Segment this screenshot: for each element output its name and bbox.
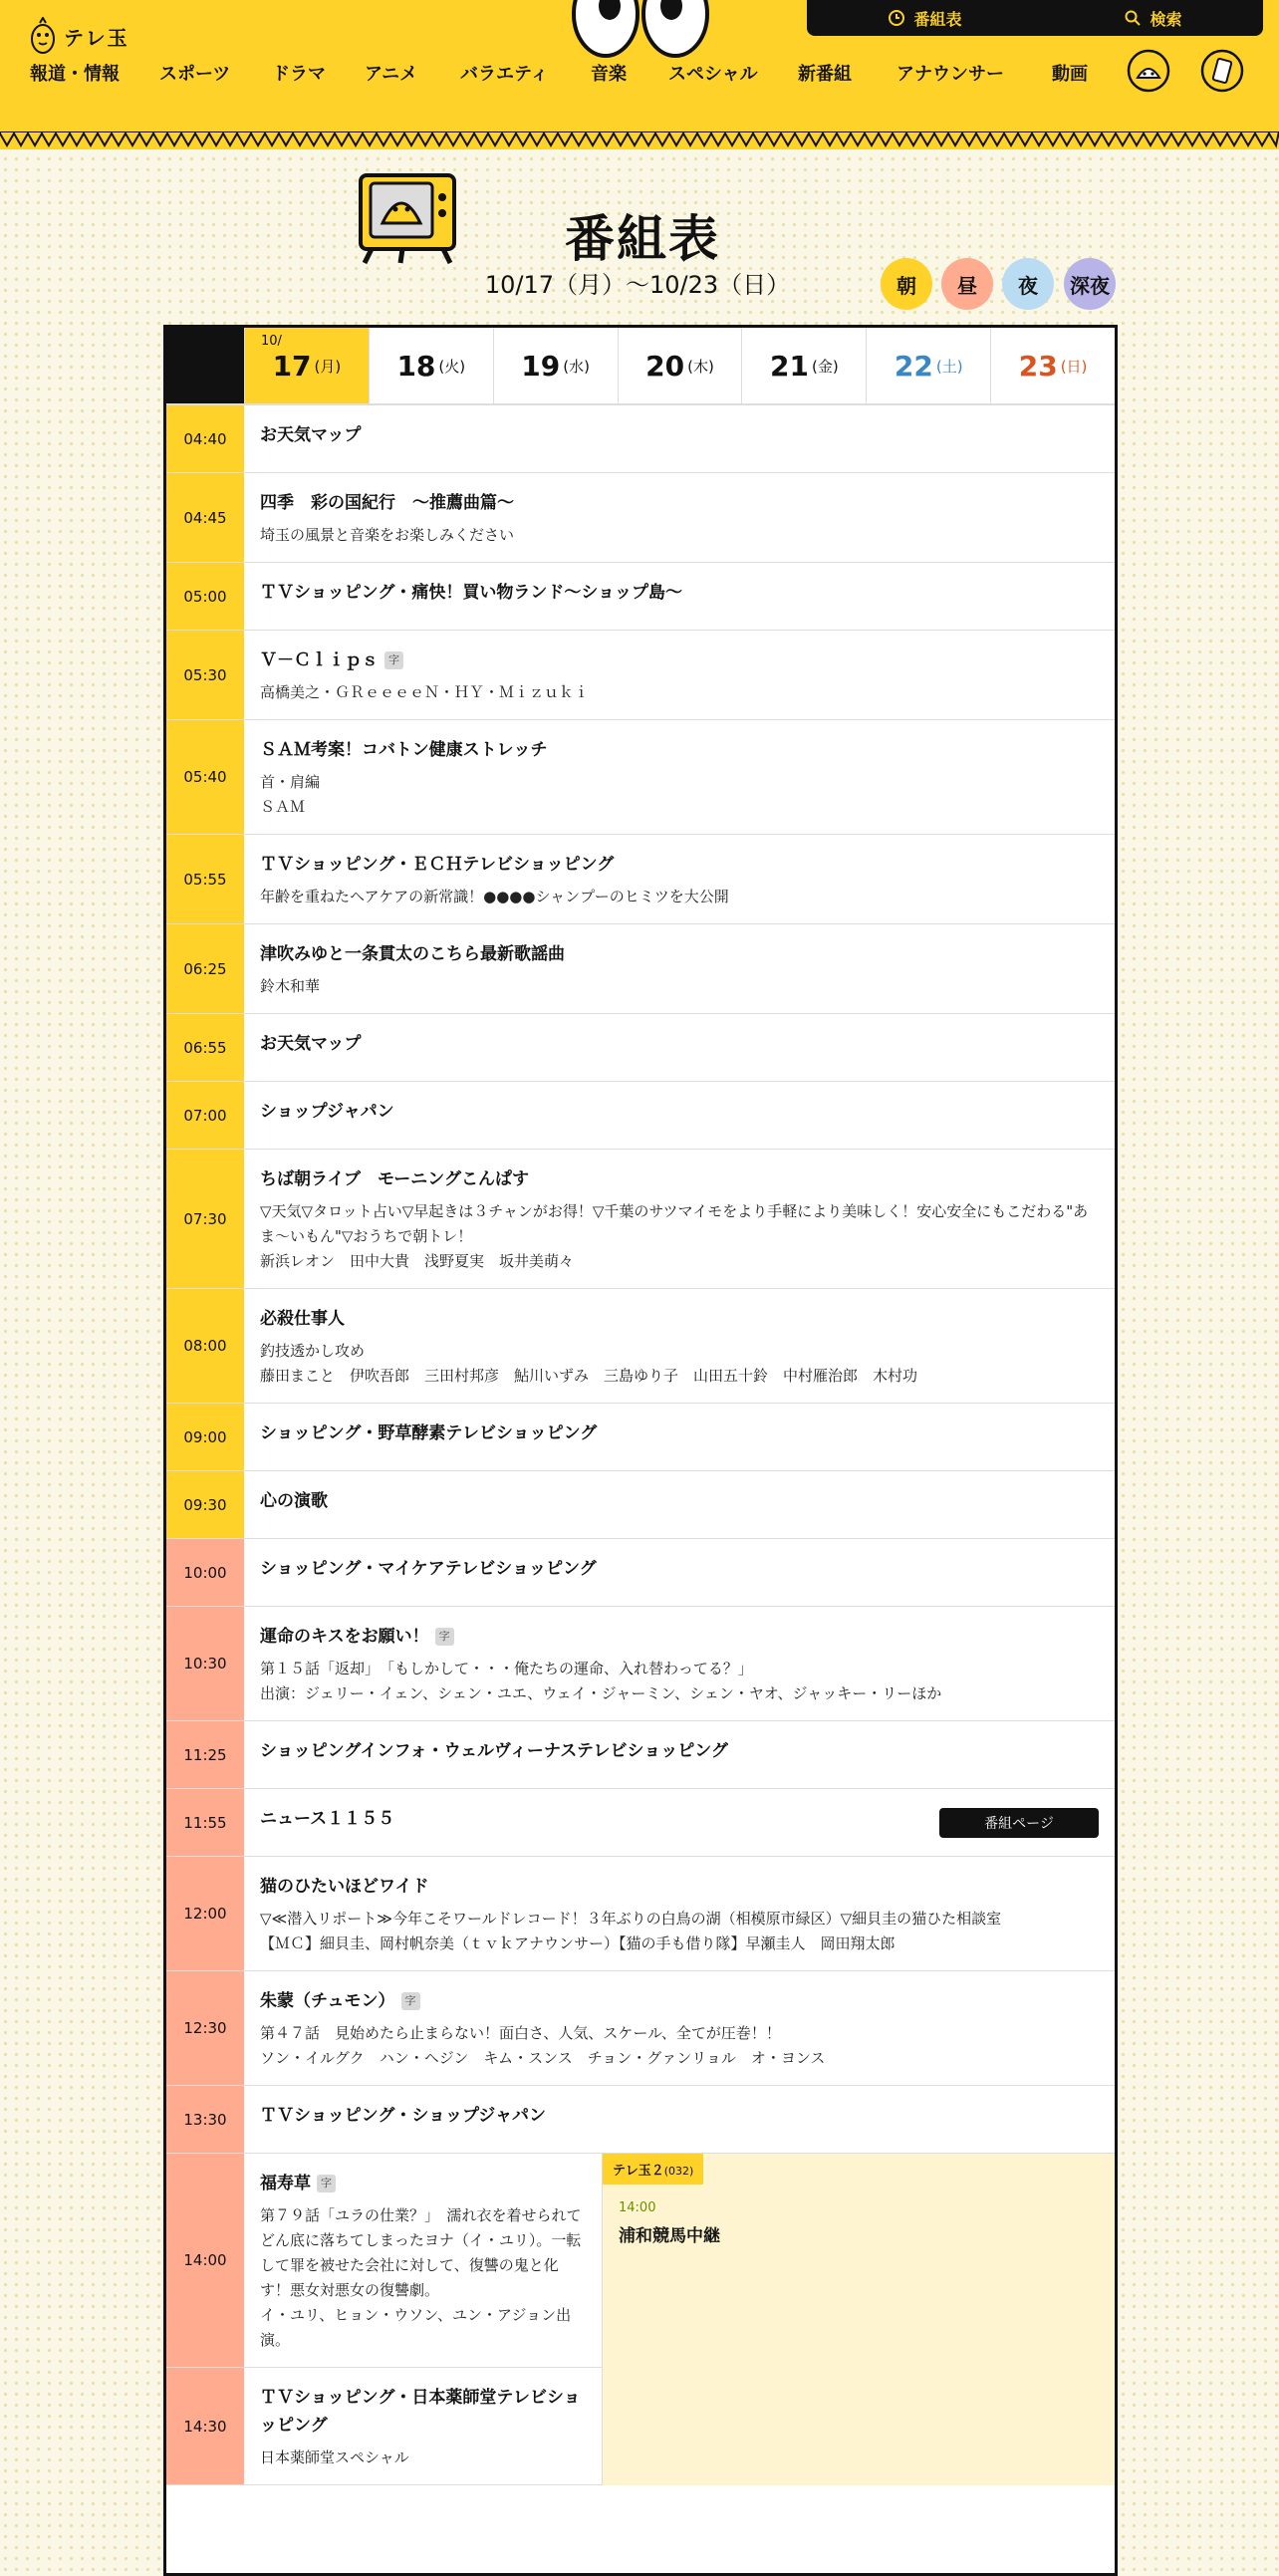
program-title-line [260, 421, 1099, 449]
program-time: 12:00 [166, 1857, 244, 1970]
program-time: 11:25 [166, 1721, 244, 1788]
site-logo[interactable] [30, 16, 129, 56]
day-tabs [166, 328, 1115, 405]
time-of-day-daytime[interactable]: 昼 [941, 258, 993, 310]
program-title-line [260, 736, 1099, 764]
subtitle-badge: 字 [384, 651, 403, 669]
program-title-line [260, 1487, 1099, 1515]
program-row [166, 1082, 1115, 1150]
program-time: 09:30 [166, 1471, 244, 1538]
program-page-button[interactable]: 番組ページ [939, 1808, 1099, 1838]
telegyoku-app-icon[interactable] [1199, 48, 1245, 94]
program-time: 05:30 [166, 631, 244, 719]
program-title[interactable]: Ｖ－Ｃｌｉｐｓ [260, 650, 379, 670]
program-time: 14:30 [166, 2368, 244, 2484]
program-cell[interactable] [244, 2154, 602, 2367]
topbar [807, 0, 1263, 36]
program-time: 05:00 [166, 563, 244, 630]
program-time: 05:55 [166, 835, 244, 923]
nav-drama[interactable]: ドラマ [272, 64, 326, 85]
program-title-line [260, 489, 1099, 517]
program-cell[interactable] [244, 405, 1115, 472]
clock-icon [888, 9, 905, 27]
program-cell[interactable] [244, 473, 1115, 562]
program-time: 06:55 [166, 1014, 244, 1081]
program-time: 08:00 [166, 1289, 244, 1403]
subchannel-program-title[interactable]: 浦和競馬中継 [619, 2226, 720, 2246]
program-cell[interactable] [244, 1014, 1115, 1081]
program-title-line [260, 2384, 586, 2440]
program-title-line [260, 2170, 586, 2197]
program-time: 14:00 [166, 2154, 244, 2367]
schedule-grid [163, 325, 1118, 2576]
program-row [166, 1857, 1115, 1971]
program-list [166, 405, 1115, 2154]
program-row [166, 1789, 1115, 1857]
program-title[interactable]: ＴＶショッピング・痛快！買い物ランド～ショップ島～ [260, 583, 682, 603]
day-tab-weekday: (土) [935, 357, 963, 376]
program-title[interactable]: 四季 彩の国紀行 ～推薦曲篇～ [260, 493, 514, 513]
program-row [166, 1289, 1115, 1404]
program-cell[interactable] [244, 835, 1115, 923]
day-tab-21[interactable] [741, 328, 866, 403]
program-time: 09:00 [166, 1404, 244, 1470]
program-title-line [260, 2102, 1099, 2130]
program-row [166, 1539, 1115, 1607]
subchannel-tag-number: (032) [663, 2165, 694, 2178]
day-tab-weekday: (日) [1060, 357, 1088, 376]
program-title[interactable]: ＴＶショッピング・日本薬師堂テレビショッピング [260, 2388, 581, 2436]
day-tab-number: 20 [645, 349, 685, 383]
program-row [166, 924, 1115, 1014]
day-tab-weekday: (水) [563, 357, 590, 376]
program-row [166, 1404, 1115, 1471]
program-time: 11:55 [166, 1789, 244, 1856]
topbar-search-link[interactable] [1124, 7, 1181, 30]
program-time: 10:00 [166, 1539, 244, 1606]
program-time: 04:45 [166, 473, 244, 562]
program-title-line [260, 1030, 1099, 1058]
nav-special[interactable]: スペシャル [668, 64, 758, 85]
program-time: 07:30 [166, 1150, 244, 1288]
day-tab-weekday: (木) [687, 357, 714, 376]
program-title[interactable]: ＳＡＭ考案！コバトン健康ストレッチ [260, 740, 548, 760]
program-cell[interactable] [244, 631, 1115, 719]
topbar-search-label: 検索 [1150, 9, 1182, 29]
program-title[interactable]: ＴＶショッピング・ショップジャパン [260, 2106, 546, 2126]
program-title[interactable]: ショッピングインフォ・ウェルヴィーナステレビショッピング [260, 1741, 728, 1761]
program-row [166, 1471, 1115, 1539]
nav-video[interactable]: 動画 [1052, 64, 1088, 85]
program-description: 日本薬師堂スペシャル [260, 2448, 409, 2466]
program-cell[interactable] [244, 924, 1115, 1013]
topbar-schedule-label: 番組表 [913, 9, 962, 29]
program-title[interactable]: 朱蒙（チュモン） [260, 1991, 395, 2011]
main-channel-column [166, 2154, 603, 2485]
program-title-line [260, 1165, 1099, 1193]
program-time: 04:40 [166, 405, 244, 472]
tv-mascot-illustration [353, 167, 462, 267]
search-icon [1124, 9, 1142, 27]
program-title[interactable]: 福寿草 [260, 2174, 311, 2193]
program-time: 12:30 [166, 1971, 244, 2085]
program-title-line [260, 851, 1099, 879]
subchannel-column[interactable] [603, 2154, 1115, 2485]
day-tab-weekday: (火) [438, 357, 466, 376]
subtitle-badge: 字 [317, 2175, 336, 2192]
program-title[interactable]: ショッピング・野草酵素テレビショッピング [260, 1423, 598, 1443]
program-cell[interactable] [244, 1607, 1115, 1720]
logo-text: テレ玉 [64, 25, 129, 50]
day-tab-number: 21 [770, 349, 809, 383]
day-tab-weekday: (金) [811, 357, 839, 376]
subchannel-tag [603, 2154, 703, 2185]
program-title[interactable]: ニュース１１５５ [260, 1809, 395, 1829]
program-cell[interactable] [244, 1404, 1115, 1470]
program-title[interactable]: ショッピング・マイケアテレビショッピング [260, 1559, 597, 1579]
subtitle-badge: 字 [401, 1992, 420, 2010]
program-time: 06:25 [166, 924, 244, 1013]
program-title[interactable]: 津吹みゆと一条貫太のこちら最新歌謡曲 [260, 944, 565, 964]
program-description: 第１５話「返却」 「もしかして・・・俺たちの運命、入れ替わってる？」 出演：ジェリー・イェン、シェン・ユエ、ウェイ・ジャーミン、シェン・ヤオ、ジャッキー・リーほか [260, 1660, 942, 1702]
topbar-schedule-link[interactable] [888, 7, 961, 30]
program-row [166, 2154, 602, 2368]
program-title-line [260, 1737, 1099, 1765]
program-cell[interactable] [244, 1082, 1115, 1149]
day-tab-19[interactable] [493, 328, 618, 403]
nav-news[interactable]: 報道・情報 [30, 64, 120, 85]
program-title-line [260, 1098, 1099, 1126]
program-cell[interactable] [244, 1721, 1115, 1788]
day-tab-20[interactable] [618, 328, 742, 403]
program-row [166, 2368, 602, 2485]
header-zigzag-border [0, 131, 1279, 151]
program-description: 第７９話「ユラの仕業？」 濡れ衣を着せられてどん底に落ちてしまったヨナ（イ・ユリ）。一転して罪を被せた会社に対して、復讐の鬼と化す！悪女対悪女の復讐劇。 イ・ユリ、ヒョン・ウソン、ユン・アジョン出演。 [260, 2206, 582, 2349]
subtitle-badge: 字 [435, 1628, 454, 1646]
day-tab-number: 22 [894, 349, 933, 383]
program-description: 埼玉の風景と音楽をお楽しみください [260, 526, 515, 544]
split-schedule [166, 2154, 1115, 2485]
day-tab-weekday: (月) [314, 357, 342, 376]
program-row [166, 405, 1115, 473]
program-title-line [260, 646, 1099, 674]
time-of-day-late-night[interactable]: 深夜 [1064, 258, 1116, 310]
page-title: 番組表 [565, 210, 720, 268]
day-tab-number: 23 [1018, 349, 1058, 383]
program-title[interactable]: 猫のひたいほどワイド [260, 1877, 429, 1897]
program-row [166, 473, 1115, 563]
program-description: 鈴木和華 [260, 977, 321, 995]
program-title-line [260, 1419, 1099, 1447]
program-row [166, 1607, 1115, 1721]
program-cell[interactable] [244, 1289, 1115, 1403]
nav-anime[interactable]: アニメ [365, 64, 418, 85]
program-title-line [260, 1305, 1099, 1333]
nav-music[interactable]: 音楽 [591, 64, 627, 85]
program-title-line [260, 1623, 1099, 1651]
program-description: 釣技透かし攻め 藤田まこと 伊吹吾郎 三田村邦彦 鮎川いずみ 三島ゆり子 山田五十鈴 中村雁治郎 木村功 [260, 1342, 918, 1385]
program-row [166, 720, 1115, 835]
program-row [166, 2086, 1115, 2154]
program-title[interactable]: 心の演歌 [260, 1491, 328, 1511]
program-title[interactable]: ショップジャパン [260, 1102, 394, 1122]
nav-new-programs[interactable]: 新番組 [798, 64, 852, 85]
date-range: 10/17（月）〜10/23（日） [484, 271, 791, 299]
program-description: ▽≪潜入リポート≫今年こそワールドレコード！３年ぶりの白鳥の湖（相模原市緑区）▽細貝圭の猫ひた相談室 【ＭＣ】細貝圭、岡村帆奈美（ｔｖｋアナウンサー）【猫の手も借り隊】早瀬圭人 岡田翔太郎 [260, 1910, 1002, 1952]
program-cell[interactable] [244, 1471, 1115, 1538]
day-tab-number: 18 [396, 349, 436, 383]
program-title-line [260, 579, 1099, 607]
program-title-line [260, 1555, 1099, 1583]
program-cell[interactable] [244, 1971, 1115, 2085]
day-tab-number: 17 [272, 349, 312, 383]
program-cell[interactable] [244, 2368, 602, 2484]
program-row [166, 1014, 1115, 1082]
day-tab-22[interactable] [866, 328, 990, 403]
program-title-line [260, 940, 1099, 968]
program-time: 07:00 [166, 1082, 244, 1149]
program-title[interactable]: 運命のキスをお願い！ [260, 1627, 429, 1647]
day-tab-23[interactable] [990, 328, 1115, 403]
program-description: 首・肩編 ＳＡＭ [260, 773, 321, 816]
program-title[interactable]: ＴＶショッピング・ＥＣＨテレビショッピング [260, 855, 615, 875]
program-row [166, 1721, 1115, 1789]
program-description: 年齢を重ねたヘアケアの新常識！●●●●シャンプーのヒミツを大公開 [260, 888, 729, 905]
program-title[interactable]: 必殺仕事人 [260, 1309, 345, 1329]
program-row [166, 563, 1115, 631]
program-description: 高橋美之・ＧＲｅｅｅｅＮ・ＨＹ・Ｍｉｚｕｋｉ [260, 683, 590, 701]
program-title[interactable]: ちば朝ライブ モーニングこんぱす [260, 1169, 529, 1189]
program-cell[interactable] [244, 720, 1115, 834]
main-nav [0, 60, 1279, 90]
program-time: 13:30 [166, 2086, 244, 2153]
program-description: ▽天気▽タロット占い▽早起きは３チャンがお得！▽千葉のサツマイモをより手軽により美味しく！安心安全にもこだわる"あま～いもん"▽おうちで朝トレ！ 新浜レオン 田中大貴 浅野夏実 坂井美萌々 [260, 1202, 1089, 1270]
nav-variety[interactable]: バラエティ [460, 64, 549, 85]
nav-sports[interactable]: スポーツ [159, 64, 231, 85]
program-description: 第４７話 見始めたら止まらない！面白さ、人気、スケール、全てが圧巻！！ ソン・イルグク ハン・ヘジン キム・スンス チョン・グァンリョル オ・ヨンス [260, 2024, 826, 2067]
program-time: 10:30 [166, 1607, 244, 1720]
program-cell[interactable] [244, 1789, 1115, 1856]
program-row [166, 1971, 1115, 2086]
program-row [166, 835, 1115, 924]
time-of-day-morning[interactable]: 朝 [881, 258, 932, 310]
nav-announcer[interactable]: アナウンサー [896, 64, 1004, 85]
program-cell[interactable] [244, 2086, 1115, 2153]
telegyoku-char-icon[interactable] [1126, 48, 1171, 94]
program-row [166, 1150, 1115, 1289]
day-tab-number: 19 [521, 349, 561, 383]
eyes-mascot-icon [566, 0, 715, 64]
program-cell[interactable] [244, 563, 1115, 630]
program-cell[interactable] [244, 1150, 1115, 1288]
day-tab-month: 10/ [261, 334, 282, 349]
day-tabs-corner [166, 328, 244, 403]
program-title[interactable]: お天気マップ [260, 425, 362, 445]
program-cell[interactable] [244, 1539, 1115, 1606]
day-tab-18[interactable] [369, 328, 493, 403]
subchannel-tag-label: テレ玉２ [613, 2164, 664, 2179]
day-tab-17[interactable] [244, 328, 369, 403]
program-cell[interactable] [244, 1857, 1115, 1970]
time-of-day-evening[interactable]: 夜 [1002, 258, 1054, 310]
program-time: 05:40 [166, 720, 244, 834]
program-title[interactable]: お天気マップ [260, 1034, 362, 1054]
program-row [166, 631, 1115, 720]
site-header [0, 0, 1279, 149]
telegyoku-mascot-icon [30, 17, 56, 55]
program-title-line [260, 1987, 1099, 2015]
subchannel-program-time: 14:00 [619, 2200, 656, 2215]
program-title-line [260, 1873, 1099, 1901]
